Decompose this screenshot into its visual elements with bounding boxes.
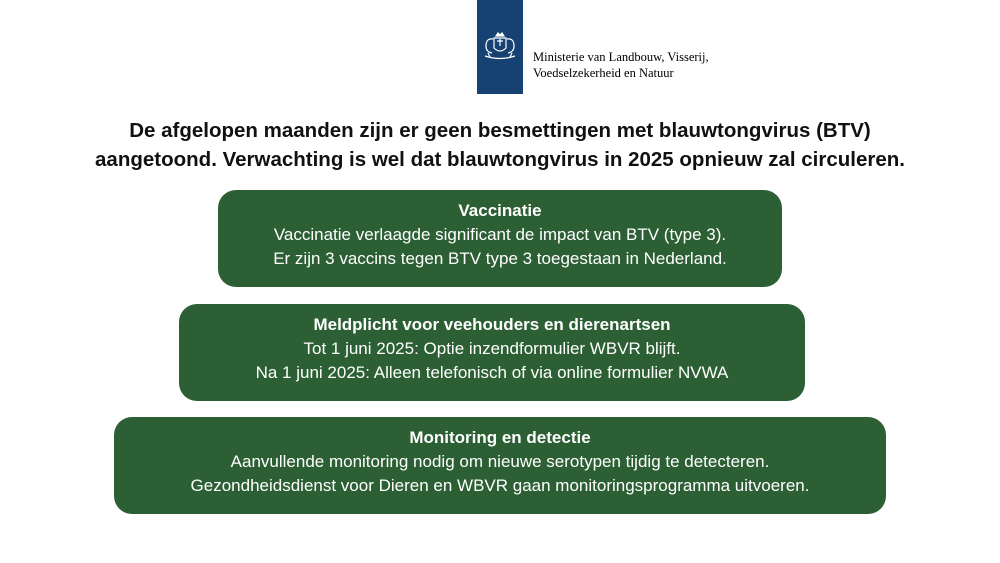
vaccinatie-line-1: Vaccinatie verlaagde significant de impact van BTV (type 3).: [273, 225, 727, 244]
monitoring-box: [114, 417, 886, 514]
ministry-name-line-2: Voedselzekerheid en Natuur: [533, 66, 674, 80]
monitoring-line-2: Gezondheidsdienst voor Dieren en WBVR gaan monitoringsprogramma uitvoeren.: [190, 476, 810, 495]
headline-line-1: De afgelopen maanden zijn er geen besmettingen met blauwtongvirus (BTV): [129, 119, 871, 142]
vaccinatie-title: Vaccinatie: [458, 201, 542, 220]
vaccinatie-box: [218, 190, 782, 287]
ministry-logo: [477, 0, 523, 94]
ministry-name-line-1: Ministerie van Landbouw, Visserij,: [533, 50, 709, 64]
coat-of-arms-icon: [480, 30, 520, 64]
monitoring-line-1: Aanvullende monitoring nodig om nieuwe serotypen tijdig te detecteren.: [230, 452, 770, 471]
monitoring-title: Monitoring en detectie: [409, 428, 591, 447]
meldplicht-box: [179, 304, 805, 401]
vaccinatie-line-2: Er zijn 3 vaccins tegen BTV type 3 toegestaan in Nederland.: [273, 249, 727, 268]
headline-line-2: aangetoond. Verwachting is wel dat blauwtongvirus in 2025 opnieuw zal circuleren.: [95, 148, 905, 171]
meldplicht-line-2: Na 1 juni 2025: Alleen telefonisch of via online formulier NVWA: [255, 363, 729, 382]
headline: [0, 116, 1000, 174]
ministry-name: [533, 49, 709, 81]
meldplicht-line-1: Tot 1 juni 2025: Optie inzendformulier WBVR blijft.: [303, 339, 681, 358]
meldplicht-title: Meldplicht voor veehouders en dierenartsen: [313, 315, 671, 334]
